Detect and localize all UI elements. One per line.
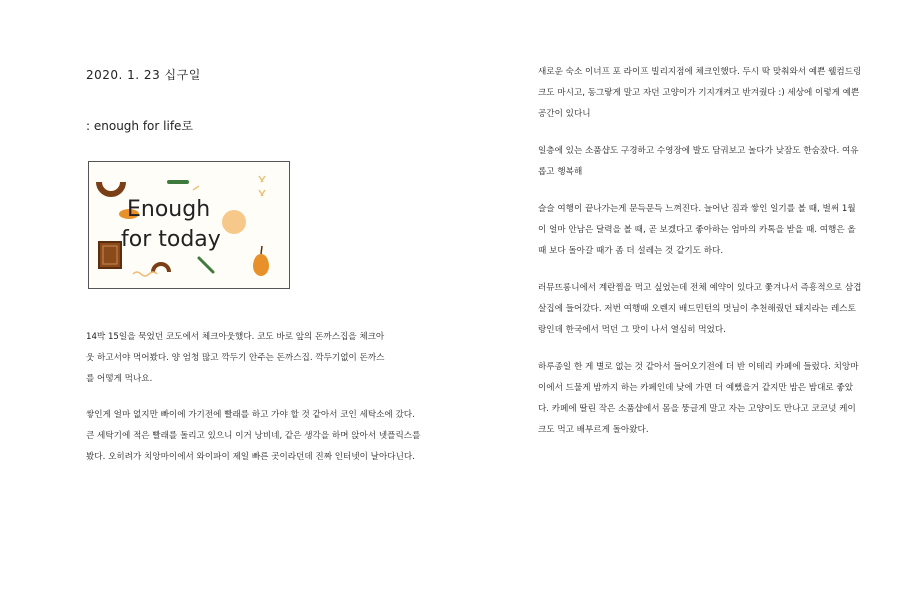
right-paragraph-5: 하루종일 한 게 별로 없는 것 같아서 들어오기전에 더 반 이테리 카페에 들렀다. 치앙마이에서 드물게 밤까지 하는 카페인데 낮에 가면 더 예뻤을거 같지만 밤은 밤대로 좋았다. 카페에 딸린 작은 소품샵에서 몸을 뚱글게 말고 자는 고양이도 만나고 코코넛 케이크도 먹고 배부르게 돌아왔다. — [538, 362, 859, 435]
right-paragraph-2: 일층에 있는 소품샵도 구경하고 수영장에 발도 담궈보고 놀다가 낮잠도 한숨잤다. 여유롭고 행복해 — [538, 146, 859, 177]
green-line-shape — [199, 258, 213, 272]
peach-circle-shape — [222, 210, 246, 234]
illustration-line2: for today — [121, 227, 221, 252]
right-column — [538, 62, 863, 457]
right-paragraph-3: 슬슬 여행이 끝나가는게 문득문득 느껴진다. 늘어난 짐과 쌓인 일기를 볼 때, 벌써 1월이 얼마 안남은 달력을 볼 때, 곧 보겠다고 좋아하는 엄마의 카톡을 받을 때. 여행은 올 때 보다 돌아갈 때가 좀 더 설레는 것 같기도 하다. — [538, 204, 856, 256]
wheat-shape — [259, 176, 265, 196]
entry-subtitle: : enough for life로 — [86, 119, 194, 133]
right-paragraph-4: 러뮤뜨롱니에서 계란찜을 먹고 싶었는데 전체 예약이 있다고 쫓겨나서 즉흥적으로 삼겹살집에 들어갔다. 저번 여행때 오렌지 배드민턴의 멋님이 추천해줬던 돼지라는 레스토랑인데 한국에서 먹던 그 맛이 나서 열심히 먹었다. — [538, 283, 862, 335]
illustration-line1: Enough — [127, 197, 211, 222]
right-paragraph-1: 새로운 숙소 이너프 포 라이프 빌리지점에 체크인했다. 두시 딱 맞춰와서 예쁜 웰컴드링크도 마시고, 동그랗게 말고 자던 고양이가 기지개켜고 반겨줬다 :) 세상에 이렇게 예쁜 공간이 있다니 — [538, 67, 862, 119]
small-arc-shape — [153, 264, 169, 272]
left-column — [86, 66, 481, 134]
illustration-svg — [89, 162, 289, 288]
left-paragraph-1: 14박 15일을 묵었던 코도에서 체크아웃했다. 코도 바로 앞의 돈까스집을 체크아웃 하고서야 먹어봤다. 양 엄청 많고 깍두기 안주는 돈까스집. 깍두기없이 돈까스를 어떻게 먹나요. — [86, 332, 385, 384]
green-dash-shape — [167, 180, 189, 184]
pear-shape — [253, 254, 269, 276]
squiggle-shape — [133, 272, 157, 276]
brown-arc-shape — [99, 182, 123, 194]
left-paragraph-2: 쌓인게 얼마 없지만 빠이에 가기전에 빨래를 하고 가야 할 것 같아서 코인 세탁소에 갔다. 큰 세탁기에 적은 빨래를 돌리고 있으니 이거 낭비네, 같은 생각을 하며 앉아서 넷플릭스를 봤다. 오히려가 치앙마이에서 와이파이 제일 빠른 곳이라던데 진짜 인터넷이 날아다닌다. — [86, 410, 421, 462]
enough-for-today-illustration — [88, 161, 290, 289]
entry-date: 2020. 1. 23 십구일 — [86, 68, 201, 82]
